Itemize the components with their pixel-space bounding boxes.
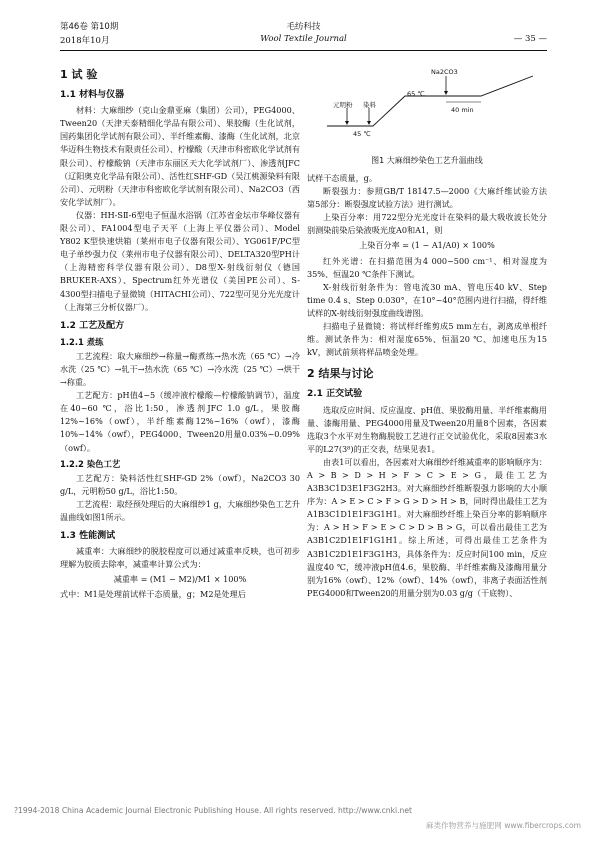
materials-paragraph: 材料：大麻细纱（克山金鼎亚麻（集团）公司），PEG4000、Tween20（天津天泰精细化学品有限公司）、果胶酶（生化试剂，国药集团化学试剂有限公司）、半纤维素酶、漆酶（生化试剂，北京华迈科生物技术有限责任公司）、柠檬酸（天津市科密欧化学试剂有限公司）、柠檬酸钠（天津市东丽区天大化学试剂厂）、渗透剂JFC（辽阳奥克化学品有限公司）、活性红SHF-GD（吴江桃源染料有限公司）、元明粉（天津市科密欧化学试剂有限公司）、Na2CO3（西安化学试剂厂）。 [60,105,300,207]
formula-explanation: 式中：M1是处理前试样干态质量，g；M2是处理后 [60,589,246,600]
dye-uptake-formula: 上染百分率 = (1 − A1/A0) × 100% [359,240,495,251]
section-heading: 1 试 验 [60,68,98,81]
subsection-heading: 1.1 材料与仪器 [60,90,125,101]
xrd-paragraph: X-射线衍射条件为：管电流30 mA、管电压40 kV、Step time 0.4 s、Step 0.030°，在10°~40°范围内进行扫描，得纤维试样的X-射线衍射强度曲线谱图。 [307,281,547,318]
scouring-recipe-paragraph: 工艺配方：pH值4~5（缓冲液柠檬酸—柠檬酸钠调节），温度在40~60 ℃，浴比1:50，渗透剂JFC 1.0 g/L，果胶酶12%~16%（owf），半纤维素酶12%~16%（owf），漆酶10%~14%（owf），PEG4000、Tween20用量0.03%~0.09%（owf）。 [60,390,300,453]
journal-title-en: Wool Textile Journal [260,34,347,44]
na2co3-label: Na2CO3 [431,68,458,76]
copyright-line: ?1994-2018 China Academic Journal Electronic Publishing House. All rights reserved. http://www.cnki.net [14,806,413,815]
continuation-paragraph: 试样干态质量，g。 [307,173,377,183]
scouring-process-paragraph: 工艺流程：取大麻细纱→称量→酶煮练→热水洗（65 ℃）→冷水洗（25 ℃）→轧干→热水洗（65 ℃）→冷水洗（25 ℃）→烘干→称重。 [60,350,300,388]
subsection-heading: 1.2 工艺及配方 [60,320,125,331]
journal-title-cn: 毛纺科技 [286,22,321,32]
breaking-strength-paragraph: 断裂强力：参照GB/T 18147.5—2000《大麻纤维试验方法 第5部分：断裂强度试验方法》进行测试。 [307,186,547,210]
watermark-text: 麻类作物营养与施肥网 www.fibercrops.com [425,821,581,830]
right-column [307,66,547,600]
dye-uptake-paragraph: 上染百分率：用722型分光光度计在染料的最大吸收波长处分别测染前染后染液吸光度A0和A1，则 [307,212,547,236]
section-heading: 2 结果与讨论 [307,367,374,381]
subsection-heading: 1.3 性能测试 [60,531,116,542]
instruments-paragraph: 仪器：HH-SⅡ-6型电子恒温水浴锅（江苏省金坛市华峰仪器有限公司）、FA1004型电子天平（上海上平仪器公司）、Model Y802 K型快速烘箱（莱州市电子仪器有限公司）、YG061F/PC型电子单纱强力仪（莱州市电子仪器有限公司）、DELTA320型PH计（上海精密科学仪器有限公司）、D8型X-射线衍射仪（德国BRUKER-AXS）、Spectrum红外光谱仪（美国PE公司）、S-4300型扫描电子显微镜（HITACHI公司）、722型可见分光光度计（上海第三分析仪器厂）。 [60,209,300,312]
orthogonal-paragraph: 选取反应时间、反应温度、pH值、果胶酶用量、半纤维素酶用量、漆酶用量、PEG4000用量及Tween20用量8个因素，各因素选取3个水平对生物酶脱胶工艺进行正交试验优化，采取8因素3水平的L27(3⁸)的正交表，结果见表1。 [307,404,547,454]
page-number: — 35 — [513,34,547,44]
dyeing-recipe-paragraph: 工艺配方：染料活性红SHF-GD 2%（owf），Na2CO3 30 g/L，元明粉50 g/L，浴比1:50。 [60,472,300,496]
na2co3-arrow-head [444,91,448,95]
subsubsection-heading: 1.2.1 煮练 [60,336,104,347]
dye-label: 染料 [363,101,376,109]
dye-arrow-head [367,121,371,125]
weight-loss-paragraph: 减重率：大麻细纱的脱胶程度可以通过减重率反映，也可初步理解为胶质去除率，减重率计算公式为： [60,546,300,570]
temperature-curve-line [327,76,533,126]
figure-caption: 图1 大麻细纱染色工艺升温曲线 [371,156,483,165]
year-month: 2018年10月 [60,36,110,46]
temp-65-label: 65 ℃ [407,90,425,98]
yuanmingfen-arrow-head [345,121,349,125]
subsection-heading: 2.1 正交试验 [307,389,363,400]
yuanmingfen-label: 元明粉 [333,101,353,109]
temp-45-label: 45 ℃ [353,130,371,138]
dyeing-curve-figure [307,66,547,172]
sem-paragraph: 扫描电子显微镜：将试样纤维剪成5 mm左右，剥离成单根纤维。测试条件为：相对湿度65%、恒温20 ℃、加速电压为15 kV，测试前须将样品喷金处理。 [307,321,547,358]
subsubsection-heading: 1.2.2 染色工艺 [60,458,121,469]
weight-loss-formula: 减重率 = (M1 − M2)/M1 × 100% [113,574,247,585]
left-column [60,66,300,602]
dyeing-process-paragraph: 工艺流程：取经预处理后的大麻细纱1 g，大麻细纱染色工艺升温曲线如图1所示。 [60,498,300,522]
duration-40min-label: 40 min [451,106,474,114]
infrared-paragraph: 红外光谱：在扫描范围为4 000~500 cm⁻¹、相对湿度为35%、恒温20 ℃条件下测试。 [307,255,547,279]
page-header [60,20,547,54]
header-rule [60,50,547,51]
results-paragraph: 由表1可以看出，各因素对大麻细纱纤维减重率的影响顺序为：A > B > D > H > F > C > E > G，最佳工艺为A3B3C1D3E1F3G2H3。对大麻细纱纤维断裂强力影响的大小顺序为：A > E > C > F > G > D > H > B，同时得出最佳工艺为A1B3C1D1E1F3G1H1。对大麻细纱纤维上染百分率的影响顺序为：A > H > F > E > C > D > B > G，可以看出最佳工艺为A3B1C2D1E1F1G1H1。综上所述，可得出最佳工艺条件为A3B1C2D1E1F3G1H3，具体条件为：反应时间100 min，反应温度40 ℃，缓冲液pH值4.6，果胶酶、半纤维素酶及漆酶用量分别为16%（owf）、12%（owf）、14%（owf），非离子表面活性剂PEG4000和Tween20的用量分别为0.03 g/g（干底物）、 [307,456,547,598]
volume-issue: 第46卷 第10期 [60,22,119,32]
